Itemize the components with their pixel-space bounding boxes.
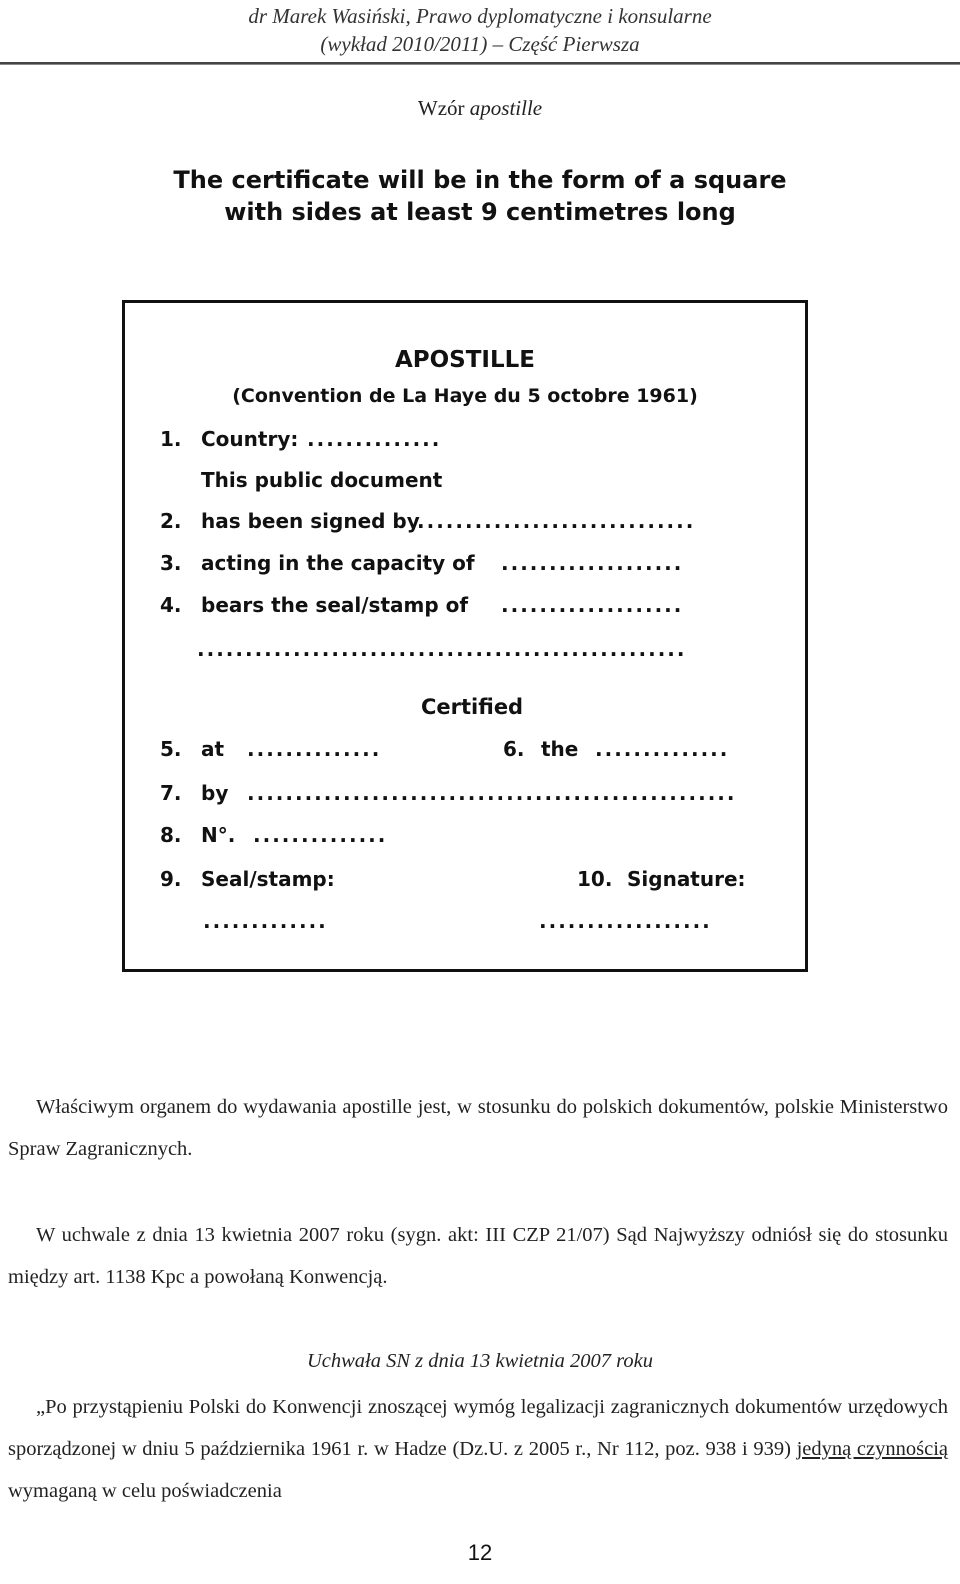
page-number: 12: [467, 1540, 493, 1565]
note-line-2: with sides at least 9 centimetres long: [224, 198, 736, 226]
paragraph-2: W uchwale z dnia 13 kwietnia 2007 roku (sygn. akt: III CZP 21/07) Sąd Najwyższy odniósł się do stosunku między art. 1138 Kpc a powołaną Konwencją.: [8, 1224, 948, 1288]
caption-italic: apostille: [469, 96, 543, 120]
cert-item-7-label: by: [201, 781, 229, 805]
cert-item-10-number: 10.: [577, 867, 613, 891]
paragraph-3-end: wymaganą w celu poświadczenia: [8, 1480, 282, 1502]
cert-item-1-number: 1.: [160, 427, 182, 451]
figure-caption: [0, 96, 960, 121]
cert-item-2-number: 2.: [160, 509, 182, 533]
cert-item-1-dots: ..............: [307, 427, 442, 451]
header-line-2: (wykład 2010/2011) – Część Pierwsza: [320, 32, 640, 56]
cert-item-1-label: Country:: [201, 427, 299, 451]
cert-item-6-label: the: [541, 737, 579, 761]
figure-note: [0, 164, 960, 228]
cert-item-3-dots: ...................: [501, 551, 684, 575]
cert-item-4-number: 4.: [160, 593, 182, 617]
cert-item-5-label: at: [201, 737, 225, 761]
cert-item-2-dots: .............................: [417, 509, 696, 533]
cert-item-7-dots: ...................................................: [247, 781, 737, 805]
section-title: Uchwała SN z dnia 13 kwietnia 2007 roku: [306, 1350, 654, 1372]
apostille-certificate: [122, 300, 808, 972]
cert-item-8-number: 8.: [160, 823, 182, 847]
cert-subtitle: (Convention de La Haye du 5 octobre 1961): [232, 385, 698, 407]
cert-item-4-label: bears the seal/stamp of: [201, 593, 469, 617]
cert-item-6-dots: ..............: [595, 737, 730, 761]
cert-item-8-label: N°.: [201, 823, 236, 847]
cert-item-5-number: 5.: [160, 737, 182, 761]
cert-item-6-number: 6.: [503, 737, 525, 761]
cert-item-5-dots: ..............: [247, 737, 382, 761]
cert-title: APOSTILLE: [394, 347, 536, 373]
cert-seal-dots: .............: [203, 909, 328, 933]
cert-signature-dots: ..................: [539, 909, 712, 933]
cert-item-2-label: has been signed by: [201, 509, 420, 533]
cert-public-document: This public document: [201, 468, 443, 492]
paragraph-3-start: „Po przystąpieniu Polski do Konwencji znoszącej wymóg legalizacji zagranicznych dokumentów urzędowych sporządzonej w dniu 5 października 1961 r. w Hadze (Dz.U. z 2005 r., Nr 112, poz. 938 i 939): [8, 1396, 948, 1460]
cert-item-3-number: 3.: [160, 551, 182, 575]
paragraph-3: [8, 1386, 948, 1512]
cert-item-9-number: 9.: [160, 867, 182, 891]
cert-item-10-label: Signature:: [627, 867, 746, 891]
paragraph-3-underlined: jedyną czynnością: [796, 1438, 949, 1460]
caption-prefix: Wzór: [417, 96, 470, 120]
header-divider: [0, 62, 960, 65]
cert-item-4-dots: ...................: [501, 593, 684, 617]
cert-item-7-number: 7.: [160, 781, 182, 805]
cert-item-4-dots-continued: ...................................................: [197, 637, 687, 661]
paragraph-1: Właściwym organem do wydawania apostille jest, w stosunku do polskich dokumentów, polskie Ministerstwo Spraw Zagranicznych.: [8, 1096, 948, 1160]
cert-item-8-dots: ..............: [253, 823, 388, 847]
cert-item-3-label: acting in the capacity of: [201, 551, 475, 575]
note-line-1: The certificate will be in the form of a square: [173, 166, 787, 194]
header-line-1: dr Marek Wasiński, Prawo dyplomatyczne i konsularne: [248, 4, 712, 28]
cert-certified: Certified: [421, 695, 524, 719]
cert-item-9-label: Seal/stamp:: [201, 867, 335, 891]
page-header: [0, 0, 960, 66]
